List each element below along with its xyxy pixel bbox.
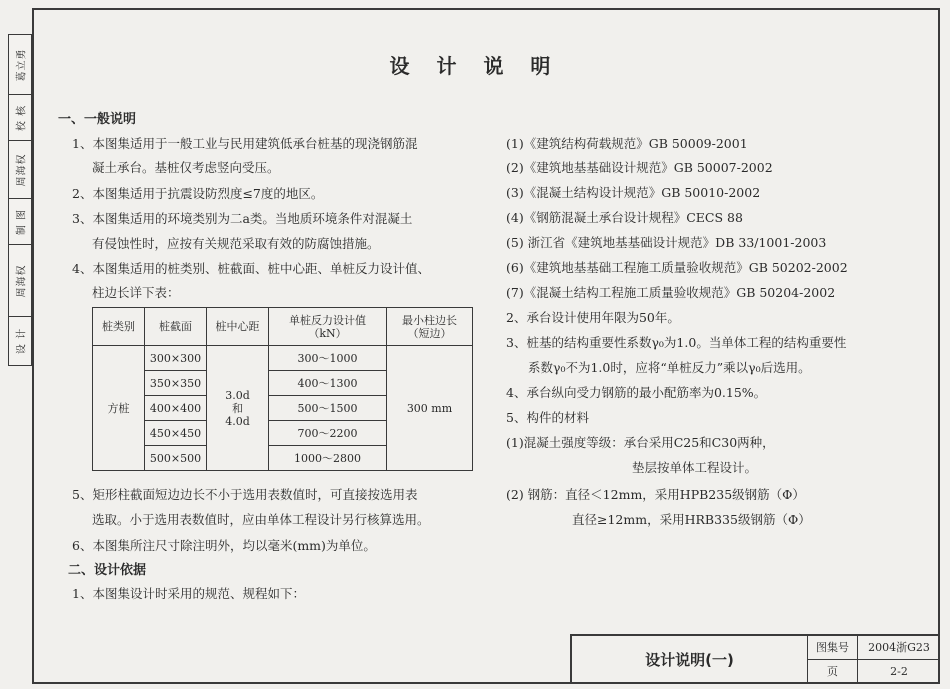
code-ref-7: (7)《混凝土结构工程施工质量验收规范》GB 50204-2002 — [506, 285, 836, 300]
clause-min-ratio: 4、承台纵向受力钢筋的最小配筋率为0.15%。 — [506, 385, 767, 400]
cell-section: 500×500 — [145, 446, 207, 471]
signature-strip — [8, 34, 32, 366]
sig-cell — [9, 317, 31, 365]
sig-text: 周海权 — [16, 153, 28, 186]
clause-service-life: 2、承台设计使用年限为50年。 — [506, 310, 680, 325]
clause-4: 4、本图集适用的桩类别、桩截面、桩中心距、单桩反力设计值、 — [72, 261, 430, 276]
cell-spacing — [207, 346, 269, 471]
th-reaction-l2: （kN） — [308, 326, 347, 340]
cell-reaction: 300～1000 — [269, 346, 387, 371]
cell-section: 450×450 — [145, 421, 207, 446]
table-header-row — [93, 308, 473, 346]
th-section: 桩截面 — [145, 308, 207, 346]
sig-text: 周海权 — [16, 264, 28, 297]
title-block — [570, 634, 940, 684]
clause-basis-1: 1、本图集设计时采用的规范、规程如下： — [72, 586, 305, 601]
clause-importance-cont: 系数γ₀不为1.0时，应将“单桩反力”乘以γ₀后选用。 — [528, 360, 811, 375]
material-concrete: (1)混凝土强度等级：承台采用C25和C30两种， — [506, 435, 775, 450]
code-ref-1: (1)《建筑结构荷载规范》GB 50009-2001 — [506, 136, 748, 151]
cell-reaction: 400～1300 — [269, 371, 387, 396]
material-rebar: (2) 钢筋：直径＜12mm，采用HPB235级钢筋（Φ） — [506, 487, 805, 502]
clause-1-cont: 凝土承台。基桩仅考虑竖向受压。 — [92, 160, 280, 175]
page-title: 设 计 说 明 — [389, 54, 561, 78]
sig-text: 制 图 — [16, 208, 28, 235]
clause-4-cont: 柱边长详下表： — [92, 285, 180, 300]
clause-3: 3、本图集适用的环境类别为二a类。当地质环境条件对混凝土 — [72, 211, 413, 226]
material-rebar-cont: 直径≥12mm，采用HRB335级钢筋（Φ） — [572, 512, 811, 527]
th-pile-type: 桩类别 — [93, 308, 145, 346]
sig-text: 设 计 — [16, 327, 28, 355]
sig-text: 校 核 — [16, 104, 28, 131]
pile-spec-table — [92, 307, 473, 471]
cell-reaction: 1000～2800 — [269, 446, 387, 471]
cell-pile-type: 方桩 — [93, 346, 145, 471]
cell-reaction: 700～2200 — [269, 421, 387, 446]
sig-cell — [9, 95, 31, 141]
section-heading-general: 一、一般说明 — [58, 112, 137, 127]
th-min-col-l2: （短边） — [407, 326, 452, 340]
clause-5-cont: 选取。小于选用表数值时，应由单体工程设计另行核算选用。 — [92, 512, 430, 527]
cell-section: 400×400 — [145, 396, 207, 421]
spacing-l1: 3.0d — [225, 388, 250, 402]
clause-1: 1、本图集适用于一般工业与民用建筑低承台桩基的现浇钢筋混 — [72, 136, 418, 151]
cell-reaction: 500～1500 — [269, 396, 387, 421]
code-ref-3: (3)《混凝土结构设计规范》GB 50010-2002 — [506, 185, 761, 200]
th-reaction-l1: 单桩反力设计值 — [289, 313, 366, 327]
sig-cell — [9, 199, 31, 245]
cell-section: 300×300 — [145, 346, 207, 371]
sig-text: 葛立勇 — [16, 48, 28, 81]
page-label: 页 — [808, 660, 858, 684]
code-ref-5: (5) 浙江省《建筑地基基础设计规范》DB 33/1001-2003 — [506, 235, 827, 250]
th-min-col — [387, 308, 473, 346]
sheet-name: 设计说明(一) — [572, 636, 808, 684]
cell-min-col: 300 mm — [387, 346, 473, 471]
cell-section: 350×350 — [145, 371, 207, 396]
sig-cell — [9, 141, 31, 199]
table-row — [93, 346, 473, 371]
clause-5: 5、矩形柱截面短边边长不小于选用表数值时，可直接按选用表 — [72, 487, 418, 502]
clause-6: 6、本图集所注尺寸除注明外，均以毫米(mm)为单位。 — [72, 538, 376, 553]
th-reaction — [269, 308, 387, 346]
clause-2: 2、本图集适用于抗震设防烈度≤7度的地区。 — [72, 186, 324, 201]
code-ref-4: (4)《钢筋混凝土承台设计规程》CECS 88 — [506, 210, 743, 225]
clause-importance: 3、桩基的结构重要性系数γ₀为1.0。当单体工程的结构重要性 — [506, 335, 847, 350]
clause-materials: 5、构件的材料 — [506, 410, 589, 425]
section-heading-basis: 二、设计依据 — [68, 563, 147, 578]
th-spacing: 桩中心距 — [207, 308, 269, 346]
atlas-no-label: 图集号 — [808, 636, 858, 660]
code-ref-2: (2)《建筑地基基础设计规范》GB 50007-2002 — [506, 160, 773, 175]
page-no: 2-2 — [890, 665, 908, 678]
spacing-l3: 4.0d — [225, 414, 250, 428]
th-min-col-l1: 最小柱边长 — [402, 313, 457, 327]
code-ref-6: (6)《建筑地基基础工程施工质量验收规范》GB 50202-2002 — [506, 260, 848, 275]
sig-cell — [9, 245, 31, 317]
atlas-no: 2004浙G23 — [858, 636, 940, 660]
material-concrete-cont: 垫层按单体工程设计。 — [632, 460, 758, 475]
clause-3-cont: 有侵蚀性时，应按有关规范采取有效的防腐蚀措施。 — [92, 236, 380, 251]
spacing-l2: 和 — [232, 401, 243, 415]
